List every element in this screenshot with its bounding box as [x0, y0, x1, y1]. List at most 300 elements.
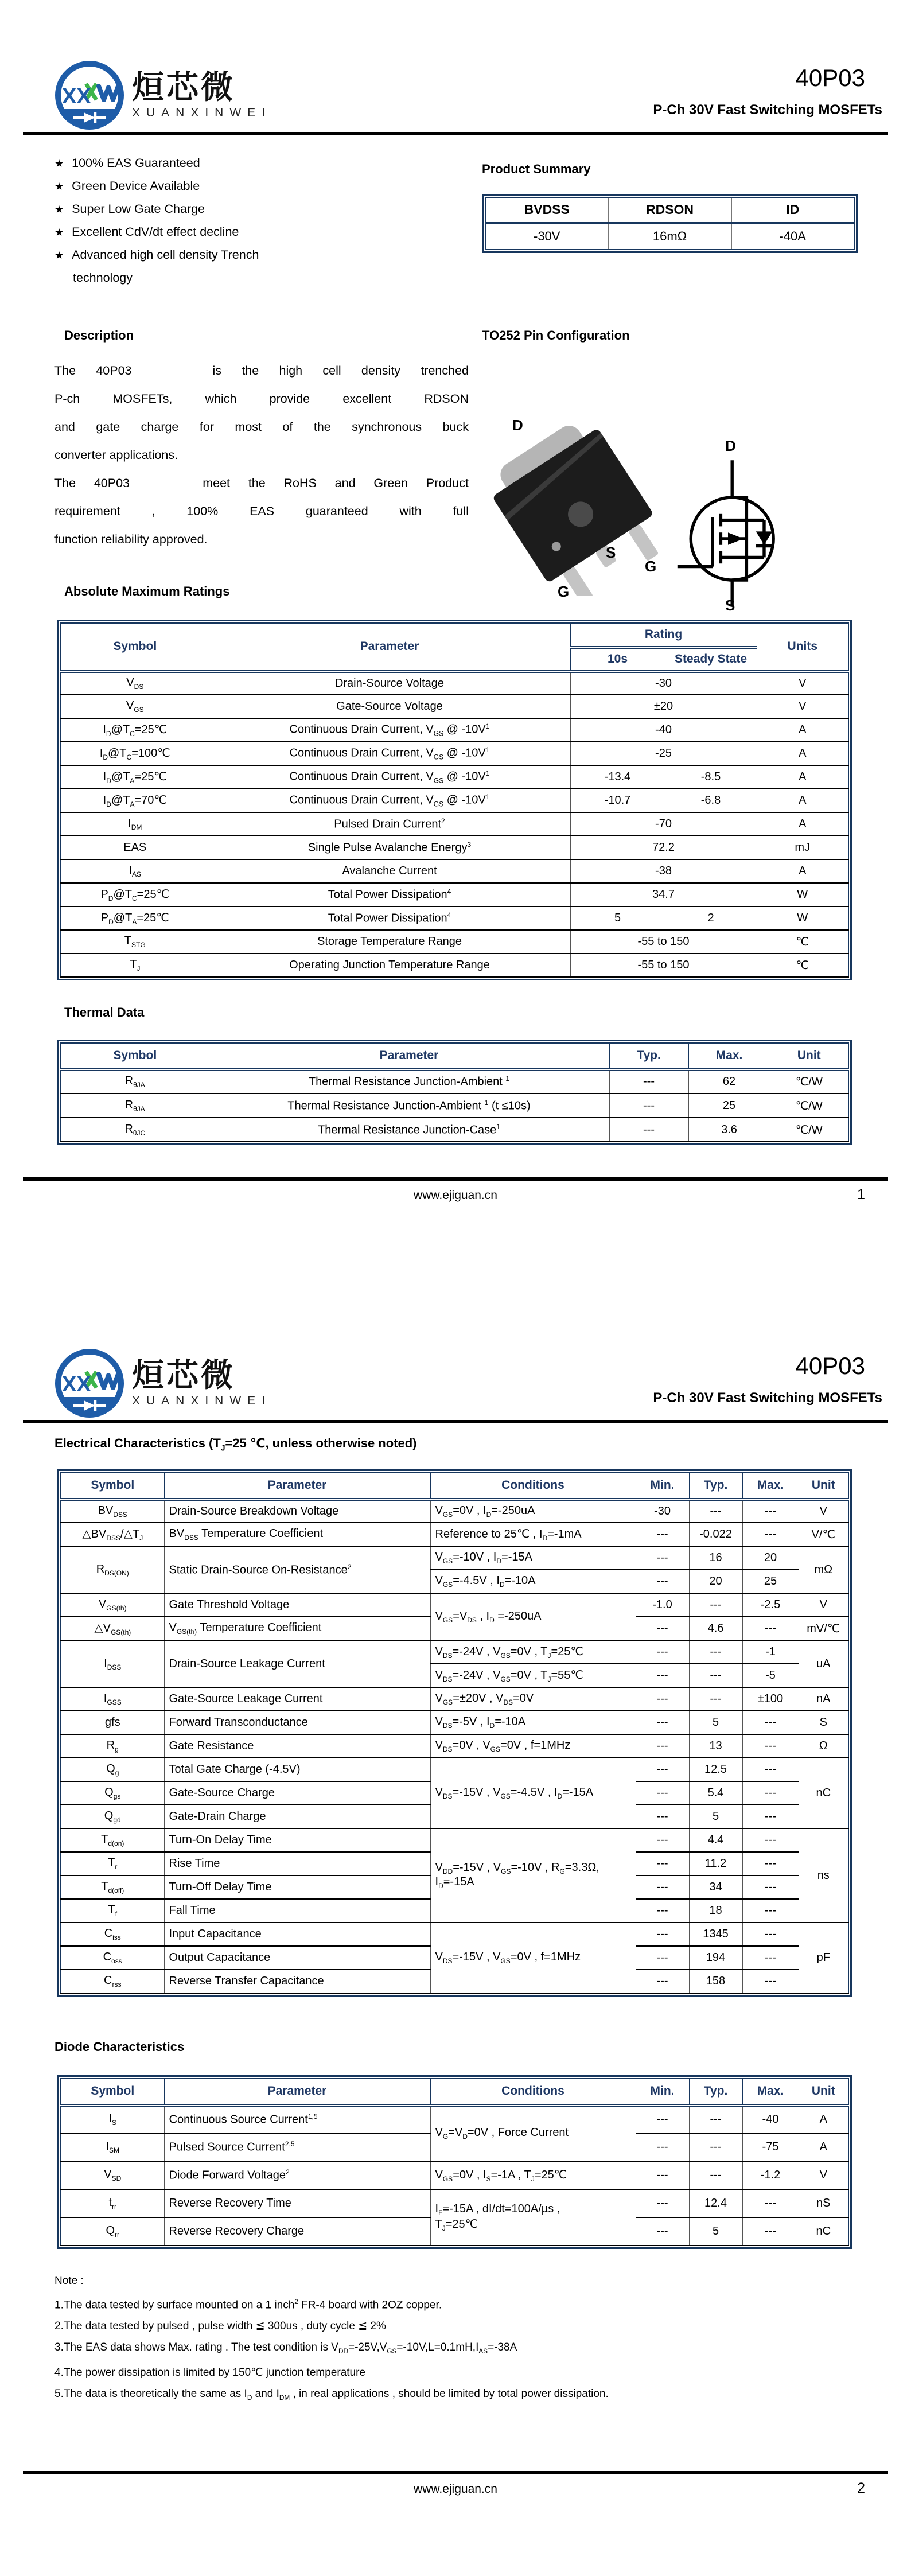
brand-name-en: XUANXINWEI	[132, 106, 272, 119]
brand-name-zh: 烜芯微	[132, 1357, 235, 1394]
thermal-frame	[57, 1040, 852, 1145]
description-line: The 40P03 is the high cell density trenched	[54, 364, 469, 378]
table-cell: pF	[799, 1923, 848, 1993]
table-cell: Operating Junction Temperature Range	[209, 954, 570, 977]
table-cell: $R_{\theta JC}$	[61, 1118, 209, 1142]
package-pin-gate-label: G	[558, 583, 570, 600]
header-rule	[23, 132, 888, 135]
table-cell: V	[757, 695, 848, 718]
table-cell: ---	[742, 1828, 799, 1852]
notes-title: Note :	[54, 2275, 84, 2287]
table-cell: Gate-Source Charge	[164, 1781, 430, 1805]
table-cell: Thermal Resistance Junction-Ambient $^1$	[209, 1069, 609, 1094]
table-cell: Pulsed Source Current$^{2,5}$	[164, 2133, 430, 2161]
table-cell: 3.6	[688, 1118, 770, 1142]
table-cell: ---	[609, 1069, 688, 1094]
table-cell: Output Capacitance	[164, 1946, 430, 1970]
table-cell: -70	[570, 812, 757, 836]
table-cell: $V_{DS}=-24V$ , $V_{GS}=0V$ , $T_J=55℃$	[430, 1664, 636, 1687]
table-cell: -25	[570, 742, 757, 765]
table-row	[61, 1758, 848, 1781]
table-cell: 18	[689, 1899, 742, 1923]
table-cell: ℃/W	[770, 1094, 848, 1118]
star-icon: ★	[54, 250, 64, 261]
table-cell: 34.7	[570, 883, 757, 906]
table-cell: nS	[799, 2189, 848, 2217]
table-row	[61, 2079, 848, 2105]
package-pin-source-label: S	[606, 544, 616, 561]
table-cell: Diode Forward Voltage$^2$	[164, 2161, 430, 2189]
table-cell: ℃	[757, 954, 848, 977]
table-cell: nC	[799, 1758, 848, 1828]
table-cell: $I_F=-15A$ , dI/dt=100A/µs , $T_J=25℃$	[430, 2189, 636, 2246]
description-line: converter applications.	[54, 448, 178, 462]
table-cell: $V_{GS}=-10V$ , $I_D=-15A$	[430, 1546, 636, 1570]
table-cell: $C_{rss}$	[61, 1970, 164, 1993]
star-icon: ★	[54, 227, 64, 238]
table-cell: ---	[636, 1805, 689, 1828]
table-cell: $T_J$	[61, 954, 209, 977]
star-icon: ★	[54, 204, 64, 215]
brand-logo-mark	[53, 57, 126, 133]
description-line: function reliability approved.	[54, 532, 208, 546]
page-number: 2	[857, 2480, 865, 2496]
table-cell: -1	[742, 1640, 799, 1664]
table-cell: $Q_{gd}$	[61, 1805, 164, 1828]
table-cell: -75	[742, 2133, 799, 2161]
abs-max-frame	[57, 620, 852, 980]
feature-item	[54, 156, 259, 179]
document-subtitle: P-Ch 30V Fast Switching MOSFETs	[653, 1390, 882, 1406]
table-row	[61, 859, 848, 883]
symbol-pin-drain-label: D	[725, 437, 736, 454]
notes-section	[54, 2270, 609, 2408]
table-cell: Thermal Resistance Junction-Ambient $^1$ (t ≤10s)	[209, 1094, 609, 1118]
table-cell: $R_{DS(ON)}$	[61, 1546, 164, 1593]
column-header: Symbol	[61, 2079, 164, 2105]
table-cell: Reverse Transfer Capacitance	[164, 1970, 430, 1993]
table-cell: V	[799, 2161, 848, 2189]
brand-text	[132, 1359, 271, 1408]
column-header: 10s	[570, 647, 665, 671]
description-line: The 40P03 meet the RoHS and Green Product	[54, 476, 469, 490]
table-cell: V	[757, 671, 848, 695]
diode-frame	[57, 2075, 852, 2249]
table-row	[61, 1069, 848, 1094]
diode-title: Diode Characteristics	[54, 2040, 185, 2054]
table-cell: ---	[689, 2105, 742, 2133]
table-cell: Continuous Drain Current, $V_{GS}$ @ $-10V^1$	[209, 718, 570, 742]
table-cell: ---	[742, 1781, 799, 1805]
table-cell: ---	[636, 2133, 689, 2161]
column-header: Symbol	[61, 623, 209, 671]
table-cell: Ω	[799, 1734, 848, 1758]
table-cell: W	[757, 906, 848, 930]
table-row	[61, 1734, 848, 1758]
table-cell: 62	[688, 1069, 770, 1094]
mosfet-symbol	[670, 456, 796, 611]
table-cell: A	[757, 742, 848, 765]
table-row	[61, 2189, 848, 2217]
table-cell: 25	[688, 1094, 770, 1118]
table-row	[61, 1523, 848, 1546]
note-line: 4.The power dissipation is limited by 150℃ junction temperature	[54, 2367, 366, 2379]
feature-text: Super Low Gate Charge	[72, 202, 205, 216]
table-row	[61, 1923, 848, 1946]
table-cell: Gate-Source Leakage Current	[164, 1687, 430, 1711]
table-cell: $C_{iss}$	[61, 1923, 164, 1946]
logo-monogram: XX	[62, 84, 91, 108]
part-number: 40P03	[795, 1352, 865, 1379]
table-cell: ---	[689, 1640, 742, 1664]
brand-name-en: XUANXINWEI	[132, 1394, 272, 1407]
table-cell: Gate Resistance	[164, 1734, 430, 1758]
table-cell: ---	[636, 2161, 689, 2189]
table-cell: $I_D@T_C=25℃$	[61, 718, 209, 742]
footer-rule	[23, 1177, 888, 1181]
table-cell: ---	[689, 1687, 742, 1711]
table-cell: $V_{GS(th)}$ Temperature Coefficient	[164, 1617, 430, 1640]
table-cell: A	[757, 812, 848, 836]
table-cell: Single Pulse Avalanche Energy$^3$	[209, 836, 570, 859]
table-cell: 12.5	[689, 1758, 742, 1781]
feature-item	[54, 225, 259, 248]
table-cell: $V_{GS}$	[61, 695, 209, 718]
table-cell: $V_{DS}$	[61, 671, 209, 695]
table-cell: 4.6	[689, 1617, 742, 1640]
feature-list	[54, 156, 259, 294]
symbol-pin-source-label: S	[725, 597, 735, 614]
table-cell: V/℃	[799, 1523, 848, 1546]
star-icon: ★	[54, 158, 64, 169]
table-cell: nA	[799, 1687, 848, 1711]
table-cell: $R_{\theta JA}$	[61, 1094, 209, 1118]
table-cell: $I_{SM}$	[61, 2133, 164, 2161]
column-header: Min.	[636, 1473, 689, 1499]
table-row	[61, 1546, 848, 1570]
abs-max-title: Absolute Maximum Ratings	[64, 584, 230, 598]
table-cell: -30	[570, 671, 757, 695]
column-header: Parameter	[209, 623, 570, 671]
table-cell: -30V	[485, 223, 608, 250]
column-header: Units	[757, 623, 848, 671]
description-paragraph	[54, 469, 469, 554]
table-row	[61, 1499, 848, 1523]
table-cell: Turn-On Delay Time	[164, 1828, 430, 1852]
table-cell: ---	[742, 2189, 799, 2217]
table-cell: EAS	[61, 836, 209, 859]
table-cell: $BV_{DSS}$	[61, 1499, 164, 1523]
brand-logo-mark	[53, 1345, 126, 1421]
brand-name-zh: 烜芯微	[132, 69, 235, 106]
table-cell: $V_{DS}=0V$ , $V_{GS}=0V$ , f=1MHz	[430, 1734, 636, 1758]
table-row	[61, 671, 848, 695]
table-cell: -5	[742, 1664, 799, 1687]
table-row	[61, 1640, 848, 1664]
table-cell: ---	[742, 2217, 799, 2246]
table-cell: -40A	[731, 223, 854, 250]
table-cell: Continuous Source Current$^{1,5}$	[164, 2105, 430, 2133]
table-cell: A	[757, 765, 848, 789]
brand-logo	[53, 57, 271, 133]
page-number: 1	[857, 1186, 865, 1203]
table-cell: $V_{DS}=-5V$ , $I_D=-10A$	[430, 1711, 636, 1734]
table-cell: ---	[689, 2161, 742, 2189]
table-cell: $V_{GS}=-4.5V$ , $I_D=-10A$	[430, 1570, 636, 1593]
table-cell: Reverse Recovery Charge	[164, 2217, 430, 2246]
table-cell: ---	[636, 1781, 689, 1805]
table-cell: $R_g$	[61, 1734, 164, 1758]
symbol-pin-gate-label: G	[645, 558, 657, 575]
table-row	[61, 2105, 848, 2133]
table-cell: V	[799, 1499, 848, 1523]
table-cell: -55 to 150	[570, 930, 757, 954]
table-cell: -8.5	[665, 765, 757, 789]
table-cell: ---	[636, 2217, 689, 2246]
table-cell: Drain-Source Voltage	[209, 671, 570, 695]
table-row	[61, 1687, 848, 1711]
table-cell: ±100	[742, 1687, 799, 1711]
column-header: Rating	[570, 623, 757, 647]
feature-text: Advanced high cell density Trench	[72, 248, 259, 262]
column-header: Unit	[770, 1043, 848, 1069]
column-header: Typ.	[689, 2079, 742, 2105]
table-cell: Total Power Dissipation$^4$	[209, 906, 570, 930]
table-cell: Total Power Dissipation$^4$	[209, 883, 570, 906]
column-header: BVDSS	[485, 197, 608, 223]
table-cell: A	[757, 859, 848, 883]
table-cell: -40	[570, 718, 757, 742]
table-cell: Input Capacitance	[164, 1923, 430, 1946]
table-cell: ---	[636, 1711, 689, 1734]
product-summary-table	[485, 197, 855, 250]
feature-text: technology	[73, 271, 133, 285]
table-cell: $V_{DS}=-24V$ , $V_{GS}=0V$ , $T_J=25℃$	[430, 1640, 636, 1664]
table-cell: ---	[689, 1499, 742, 1523]
table-cell: ---	[636, 1758, 689, 1781]
table-cell: ---	[636, 1664, 689, 1687]
table-cell: Forward Transconductance	[164, 1711, 430, 1734]
description-line: requirement , 100% EAS guaranteed with full	[54, 504, 469, 518]
table-cell: $I_D@T_C=100℃$	[61, 742, 209, 765]
table-cell: 5	[689, 1805, 742, 1828]
header-rule	[23, 1420, 888, 1423]
table-cell: ---	[689, 1593, 742, 1617]
table-cell: ---	[609, 1118, 688, 1142]
footer-rule	[23, 2471, 888, 2474]
table-row	[485, 223, 854, 250]
notes-list	[54, 2291, 609, 2408]
table-cell: ---	[742, 1875, 799, 1899]
table-cell: Drain-Source Leakage Current	[164, 1640, 430, 1687]
feature-text: 100% EAS Guaranteed	[72, 156, 200, 170]
table-cell: -0.022	[689, 1523, 742, 1546]
table-cell: $I_{AS}$	[61, 859, 209, 883]
table-cell: $P_D@T_A=25℃$	[61, 906, 209, 930]
table-row	[61, 836, 848, 859]
table-cell: $Q_{gs}$	[61, 1781, 164, 1805]
table-cell: -55 to 150	[570, 954, 757, 977]
table-row	[61, 1094, 848, 1118]
table-cell: ---	[636, 1899, 689, 1923]
table-cell: ---	[742, 1852, 799, 1875]
table-cell: mV/℃	[799, 1617, 848, 1640]
logo-monogram: XX	[62, 1372, 91, 1396]
table-cell: 4.4	[689, 1828, 742, 1852]
table-cell: ℃/W	[770, 1069, 848, 1094]
table-cell: 12.4	[689, 2189, 742, 2217]
table-cell: $V_{GS}=0V$ , $I_D=-250uA$	[430, 1499, 636, 1523]
table-cell: ---	[636, 1570, 689, 1593]
table-row	[61, 623, 848, 647]
table-cell: 2	[665, 906, 757, 930]
brand-logo	[53, 1345, 271, 1421]
table-cell: ---	[636, 1734, 689, 1758]
note-line: 2.The data tested by pulsed , pulse width ≦ 300us , duty cycle ≦ 2%	[54, 2320, 386, 2333]
column-header: Conditions	[430, 1473, 636, 1499]
table-row	[61, 1043, 848, 1069]
table-cell: 11.2	[689, 1852, 742, 1875]
table-cell: ℃/W	[770, 1118, 848, 1142]
description-body	[54, 357, 469, 554]
table-cell: 5	[570, 906, 665, 930]
table-cell: ---	[609, 1094, 688, 1118]
table-row	[61, 930, 848, 954]
table-cell: Static Drain-Source On-Resistance$^2$	[164, 1546, 430, 1593]
table-cell: $T_r$	[61, 1852, 164, 1875]
feature-item	[54, 271, 259, 294]
table-cell: 158	[689, 1970, 742, 1993]
table-cell: $R_{\theta JA}$	[61, 1069, 209, 1094]
column-header: Conditions	[430, 2079, 636, 2105]
table-cell: ---	[742, 1617, 799, 1640]
table-cell: Reverse Recovery Time	[164, 2189, 430, 2217]
column-header: Symbol	[61, 1473, 164, 1499]
table-cell: 1345	[689, 1923, 742, 1946]
table-cell: 194	[689, 1946, 742, 1970]
note-line: 5.The data is theoretically the same as $I_D$ and $I_{DM}$ , in real applications , should be limited by total power dissipation.	[54, 2388, 609, 2402]
table-cell: 20	[742, 1546, 799, 1570]
note-line: 1.The data tested by surface mounted on a 1 inch$^2$ FR-4 board with 2OZ copper.	[54, 2298, 442, 2312]
table-cell: Gate Threshold Voltage	[164, 1593, 430, 1617]
table-cell: Gate-Drain Charge	[164, 1805, 430, 1828]
table-cell: $I_{DM}$	[61, 812, 209, 836]
table-cell: V	[799, 1593, 848, 1617]
table-cell: -13.4	[570, 765, 665, 789]
table-cell: $C_{oss}$	[61, 1946, 164, 1970]
diode-table	[60, 2078, 849, 2246]
table-cell: 5	[689, 1711, 742, 1734]
electrical-title: Electrical Characteristics ($T_J=25$ ℃, unless otherwise noted)	[54, 1436, 417, 1453]
table-cell: 5.4	[689, 1781, 742, 1805]
table-row	[61, 1473, 848, 1499]
table-cell: mJ	[757, 836, 848, 859]
table-cell: -1.0	[636, 1593, 689, 1617]
electrical-table	[60, 1472, 849, 1994]
table-cell: Thermal Resistance Junction-Case$^1$	[209, 1118, 609, 1142]
document-subtitle: P-Ch 30V Fast Switching MOSFETs	[653, 102, 882, 118]
table-cell: -2.5	[742, 1593, 799, 1617]
table-row	[61, 812, 848, 836]
table-cell: ---	[742, 1946, 799, 1970]
table-row	[61, 765, 848, 789]
table-cell: $V_{GS(th)}$	[61, 1593, 164, 1617]
table-cell: ---	[636, 1687, 689, 1711]
table-cell: ---	[636, 1828, 689, 1852]
table-row	[61, 789, 848, 812]
table-cell: $\triangle V_{GS(th)}$	[61, 1617, 164, 1640]
table-cell: A	[799, 2105, 848, 2133]
table-cell: $I_{GSS}$	[61, 1687, 164, 1711]
table-cell: -30	[636, 1499, 689, 1523]
column-header: Parameter	[164, 1473, 430, 1499]
column-header: Max.	[742, 2079, 799, 2105]
description-line: and gate charge for most of the synchronous buck	[54, 420, 469, 434]
table-cell: -6.8	[665, 789, 757, 812]
table-row	[61, 1711, 848, 1734]
table-cell: Reference to 25℃ , $I_D=-1mA$	[430, 1523, 636, 1546]
table-cell: -1.2	[742, 2161, 799, 2189]
table-cell: ---	[636, 2105, 689, 2133]
product-summary-title: Product Summary	[482, 162, 591, 176]
table-cell: $V_{GS}=V_{DS}$ , $I_D =-250uA$	[430, 1593, 636, 1640]
table-cell: Fall Time	[164, 1899, 430, 1923]
table-cell: $T_{STG}$	[61, 930, 209, 954]
table-row	[61, 2161, 848, 2189]
table-cell: Storage Temperature Range	[209, 930, 570, 954]
electrical-frame	[57, 1469, 852, 1997]
table-cell: ---	[742, 1970, 799, 1993]
table-cell: 16	[689, 1546, 742, 1570]
footer-url: www.ejiguan.cn	[414, 1189, 497, 1202]
package-image	[486, 418, 664, 596]
table-cell: A	[799, 2133, 848, 2161]
column-header: Unit	[799, 1473, 848, 1499]
description-title: Description	[64, 328, 134, 343]
table-row	[61, 1118, 848, 1142]
column-header: Steady State	[665, 647, 757, 671]
part-number: 40P03	[795, 64, 865, 91]
column-header: Typ.	[609, 1043, 688, 1069]
thermal-title: Thermal Data	[64, 1005, 145, 1019]
table-cell: ---	[636, 2189, 689, 2217]
column-header: Typ.	[689, 1473, 742, 1499]
table-row	[61, 883, 848, 906]
table-cell: Total Gate Charge (-4.5V)	[164, 1758, 430, 1781]
table-cell: ---	[742, 1899, 799, 1923]
column-header: Max.	[688, 1043, 770, 1069]
thermal-table	[60, 1042, 849, 1142]
table-cell: Turn-Off Delay Time	[164, 1875, 430, 1899]
table-cell: ---	[636, 1546, 689, 1570]
table-cell: $P_D@T_C=25℃$	[61, 883, 209, 906]
feature-text: Green Device Available	[72, 179, 200, 193]
table-cell: -40	[742, 2105, 799, 2133]
table-cell: $t_{rr}$	[61, 2189, 164, 2217]
table-cell: ---	[636, 1946, 689, 1970]
table-cell: 25	[742, 1570, 799, 1593]
note-line: 3.The EAS data shows Max. rating . The test condition is $V_{DD}=-25V,V_{GS}=-10V,L=0.1mH,I_{AS}=-38A$	[54, 2341, 517, 2356]
table-cell: $I_S$	[61, 2105, 164, 2133]
table-cell: $V_{GS}=0V$ , $I_S=-1A$ , $T_J=25℃$	[430, 2161, 636, 2189]
table-row	[61, 954, 848, 977]
table-cell: ---	[742, 1758, 799, 1781]
column-header: Max.	[742, 1473, 799, 1499]
table-cell: W	[757, 883, 848, 906]
feature-item	[54, 202, 259, 225]
column-header: Min.	[636, 2079, 689, 2105]
column-header: ID	[731, 197, 854, 223]
